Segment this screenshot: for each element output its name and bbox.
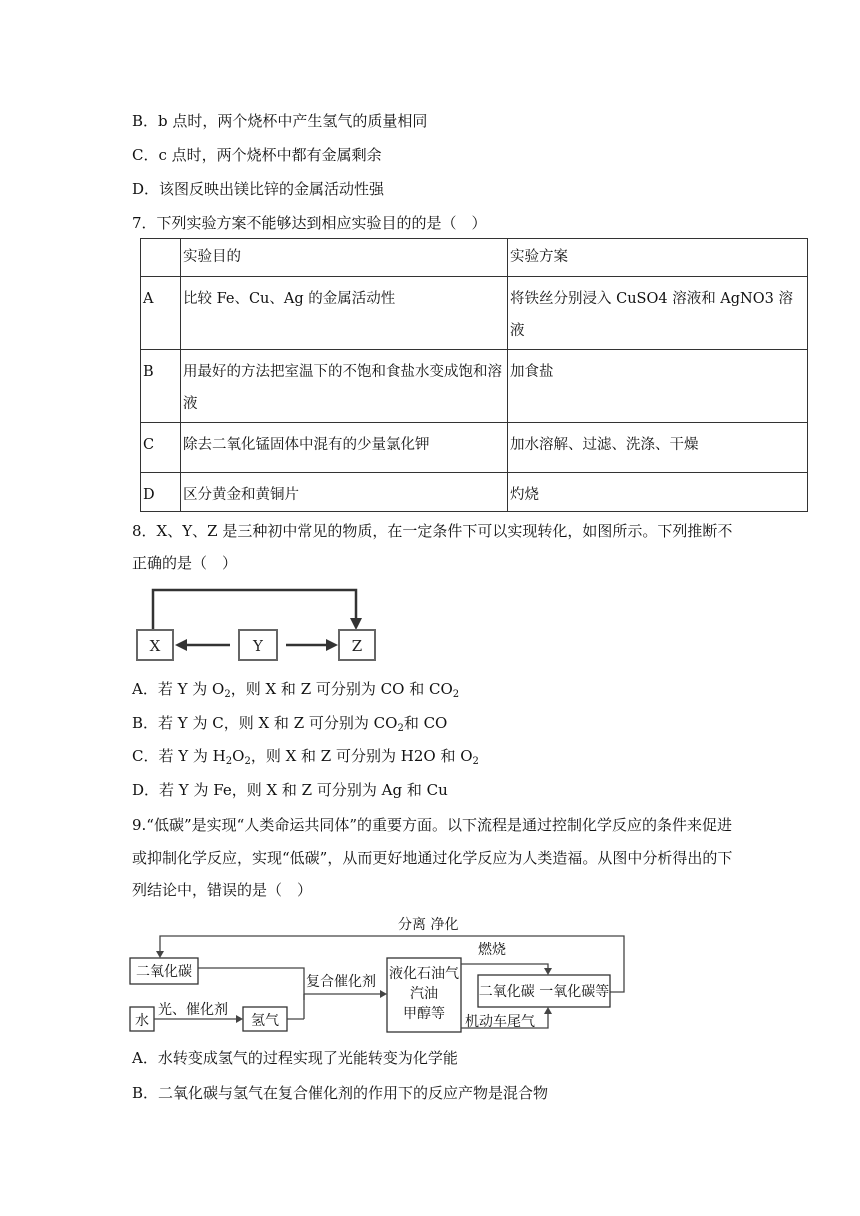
label-separate-purify: 分离 净化 xyxy=(398,917,459,933)
label-exhaust: 机动车尾气 xyxy=(465,1014,535,1030)
label-hydrogen: 氢气 xyxy=(251,1013,279,1029)
arrowhead-down-icon xyxy=(544,968,552,975)
label-burn: 燃烧 xyxy=(478,942,506,958)
table-row xyxy=(141,350,808,423)
arrowhead-down-icon xyxy=(156,951,164,958)
table-header-row xyxy=(141,239,808,277)
arrowhead-down-icon xyxy=(350,618,362,630)
label-fuel-methanol: 甲醇等 xyxy=(403,1006,445,1022)
q8-option-d: D．若 Y 为 Fe，则 X 和 Z 可分别为 Ag 和 Cu xyxy=(132,781,448,799)
label-x: X xyxy=(149,637,161,655)
row-purpose: 除去二氧化锰固体中混有的少量氯化钾 xyxy=(181,423,508,473)
label-z: Z xyxy=(351,637,363,655)
label-products: 二氧化碳 一氧化碳等 xyxy=(478,984,610,1000)
q8-option-c: C．若 Y 为 $H_2O_2$，则 X 和 Z 可分别为 H2O 和 $O_2$ xyxy=(132,747,479,767)
table-row xyxy=(141,423,808,473)
row-label: A xyxy=(141,277,181,350)
low-carbon-flow-diagram xyxy=(126,910,630,1035)
q6-option-b: B．b 点时，两个烧杯中产生氢气的质量相同 xyxy=(132,112,428,130)
q6-option-c: C．c 点时，两个烧杯中都有金属剩余 xyxy=(132,146,382,164)
row-label: D xyxy=(141,473,181,512)
row-label: B xyxy=(141,350,181,423)
label-fuel-gasoline: 汽油 xyxy=(410,986,438,1002)
q8-option-a: A．若 Y 为 $O_2$，则 X 和 Z 可分别为 CO 和 $CO_2$ xyxy=(132,680,460,700)
row-plan: 加食盐 xyxy=(508,350,808,423)
co2-to-catalyst-line xyxy=(198,968,304,1000)
row-purpose: 比较 Fe、Cu、Ag 的金属活动性 xyxy=(181,277,508,350)
table-row xyxy=(141,277,808,350)
label-fuel-lpg: 液化石油气 xyxy=(389,966,459,982)
label-y: Y xyxy=(253,637,263,655)
q8-stem-line1: 8．X、Y、Z 是三种初中常见的物质，在一定条件下可以实现转化，如图所示。下列推断不 xyxy=(132,522,733,540)
q8-stem-line2: 正确的是（ ） xyxy=(132,554,238,572)
arrowhead-up-icon xyxy=(544,1007,552,1014)
label-light-catalyst: 光、催化剂 xyxy=(158,1002,228,1018)
table-row xyxy=(141,473,808,512)
label-co2: 二氧化碳 xyxy=(136,964,192,980)
row-label: C xyxy=(141,423,181,473)
label-composite-catalyst: 复合催化剂 xyxy=(306,974,376,990)
q7-stem: 7．下列实验方案不能够达到相应实验目的的是（ ） xyxy=(132,214,487,232)
arrowhead-right-icon xyxy=(236,1015,243,1023)
xyz-conversion-diagram xyxy=(130,586,380,666)
q9-stem-line1: 9.“低碳”是实现“人类命运共同体”的重要方面。以下流程是通过控制化学反应的条件来促进 xyxy=(132,816,732,834)
q6-option-d: D．该图反映出镁比锌的金属活动性强 xyxy=(132,180,385,198)
header-cell-blank xyxy=(141,239,181,277)
q9-option-b: B．二氧化碳与氢气在复合催化剂的作用下的反应产物是混合物 xyxy=(132,1084,549,1102)
header-cell-plan: 实验方案 xyxy=(508,239,808,277)
row-plan: 将铁丝分别浸入 CuSO4 溶液和 AgNO3 溶液 xyxy=(508,277,808,350)
q9-option-a: A．水转变成氢气的过程实现了光能转变为化学能 xyxy=(132,1049,458,1067)
row-purpose: 区分黄金和黄铜片 xyxy=(181,473,508,512)
row-purpose: 用最好的方法把室温下的不饱和食盐水变成饱和溶液 xyxy=(181,350,508,423)
q8-option-b: B．若 Y 为 C，则 X 和 Z 可分别为 $CO_2$和 CO xyxy=(132,714,448,734)
arrowhead-right-icon xyxy=(380,990,387,998)
header-cell-purpose: 实验目的 xyxy=(181,239,508,277)
q9-stem-line2: 或抑制化学反应，实现“低碳”，从而更好地通过化学反应为人类造福。从图中分析得出的下 xyxy=(132,849,733,867)
arrowhead-right-icon xyxy=(326,639,338,651)
burn-line xyxy=(461,964,548,968)
q7-table xyxy=(140,238,808,512)
top-connector-line xyxy=(153,590,356,630)
row-plan: 灼烧 xyxy=(508,473,808,512)
row-plan: 加水溶解、过滤、洗涤、干燥 xyxy=(508,423,808,473)
arrowhead-left-icon xyxy=(175,639,187,651)
q9-stem-line3: 列结论中，错误的是（ ） xyxy=(132,881,313,899)
label-water: 水 xyxy=(135,1013,149,1029)
